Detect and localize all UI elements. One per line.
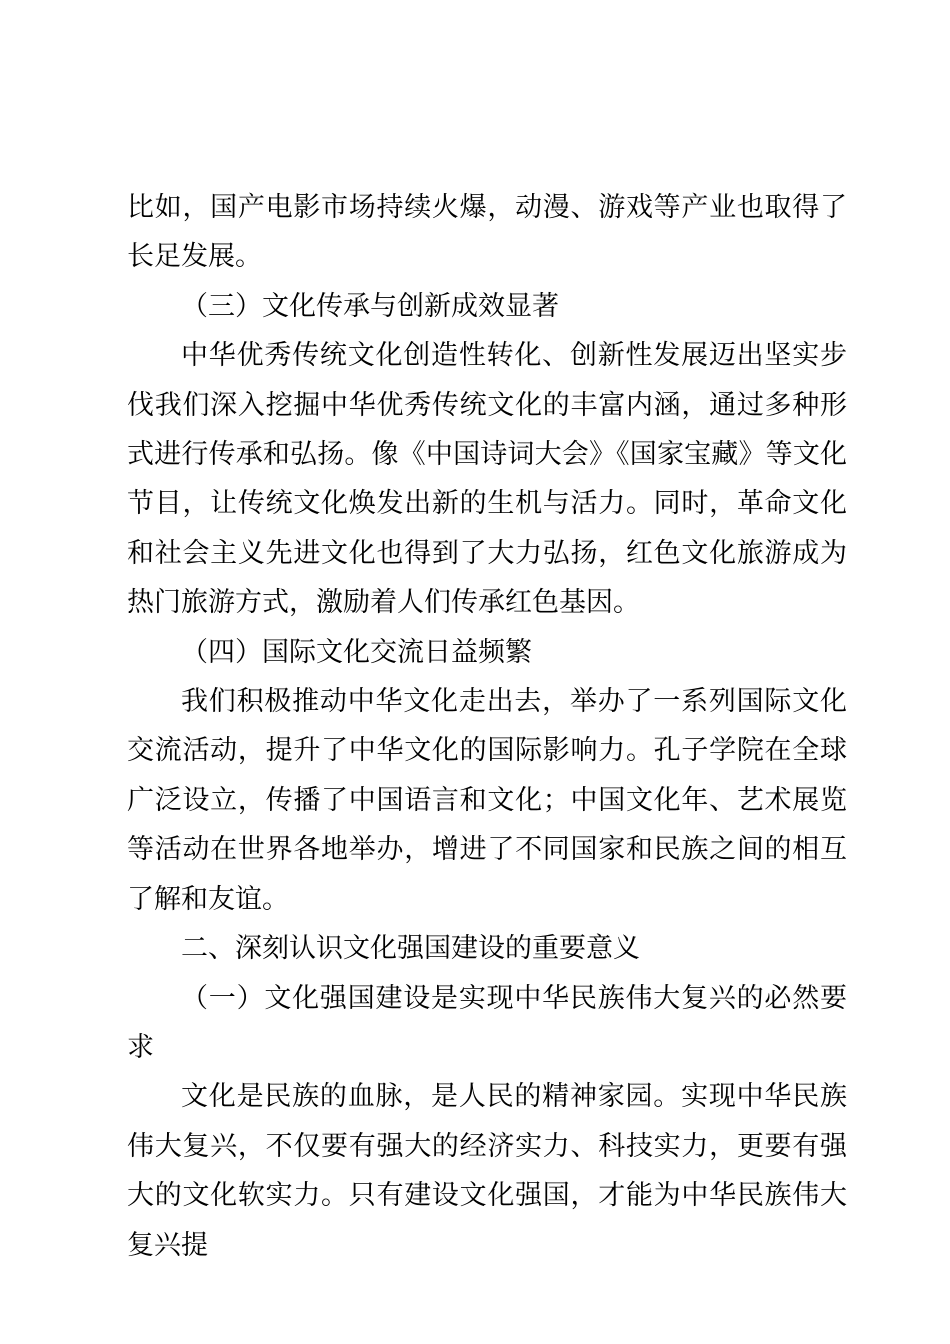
paragraph-rejuvenation: 文化是民族的血脉，是人民的精神家园。实现中华民族伟大复兴，不仅要有强大的经济实力、科技实力，更要有强大的文化软实力。只有建设文化强国，才能为中华民族伟大复兴提 <box>127 1081 847 1261</box>
section-heading-4: （四）国际文化交流日益频繁 <box>181 636 532 668</box>
paragraph-continuation: 比如，国产电影市场持续火爆，动漫、游戏等产业也取得了长足发展。 <box>127 192 847 273</box>
section-heading-2-1: （一）文化强国建设是实现中华民族伟大复兴的必然要求 <box>127 982 847 1063</box>
paragraph-international: 我们积极推动中华文化走出去，举办了一系列国际文化交流活动，提升了中华文化的国际影响力。孔子学院在全球广泛设立，传播了中国语言和文化；中国文化年、艺术展览等活动在世界各地举办，增进了不同国家和民族之间的相互了解和友谊。 <box>127 686 847 915</box>
paragraph-heritage: 中华优秀传统文化创造性转化、创新性发展迈出坚实步伐我们深入挖掘中华优秀传统文化的丰富内涵，通过多种形式进行传承和弘扬。像《中国诗词大会》《国家宝藏》等文化节目，让传统文化焕发出新的生机与活力。同时，革命文化和社会主义先进文化也得到了大力弘扬，红色文化旅游成为热门旅游方式，激励着人们传承红色基因。 <box>127 340 847 619</box>
document-body <box>127 183 847 1270</box>
chapter-heading-2: 二、深刻认识文化强国建设的重要意义 <box>181 933 640 965</box>
section-heading-3: （三）文化传承与创新成效显著 <box>181 290 559 322</box>
